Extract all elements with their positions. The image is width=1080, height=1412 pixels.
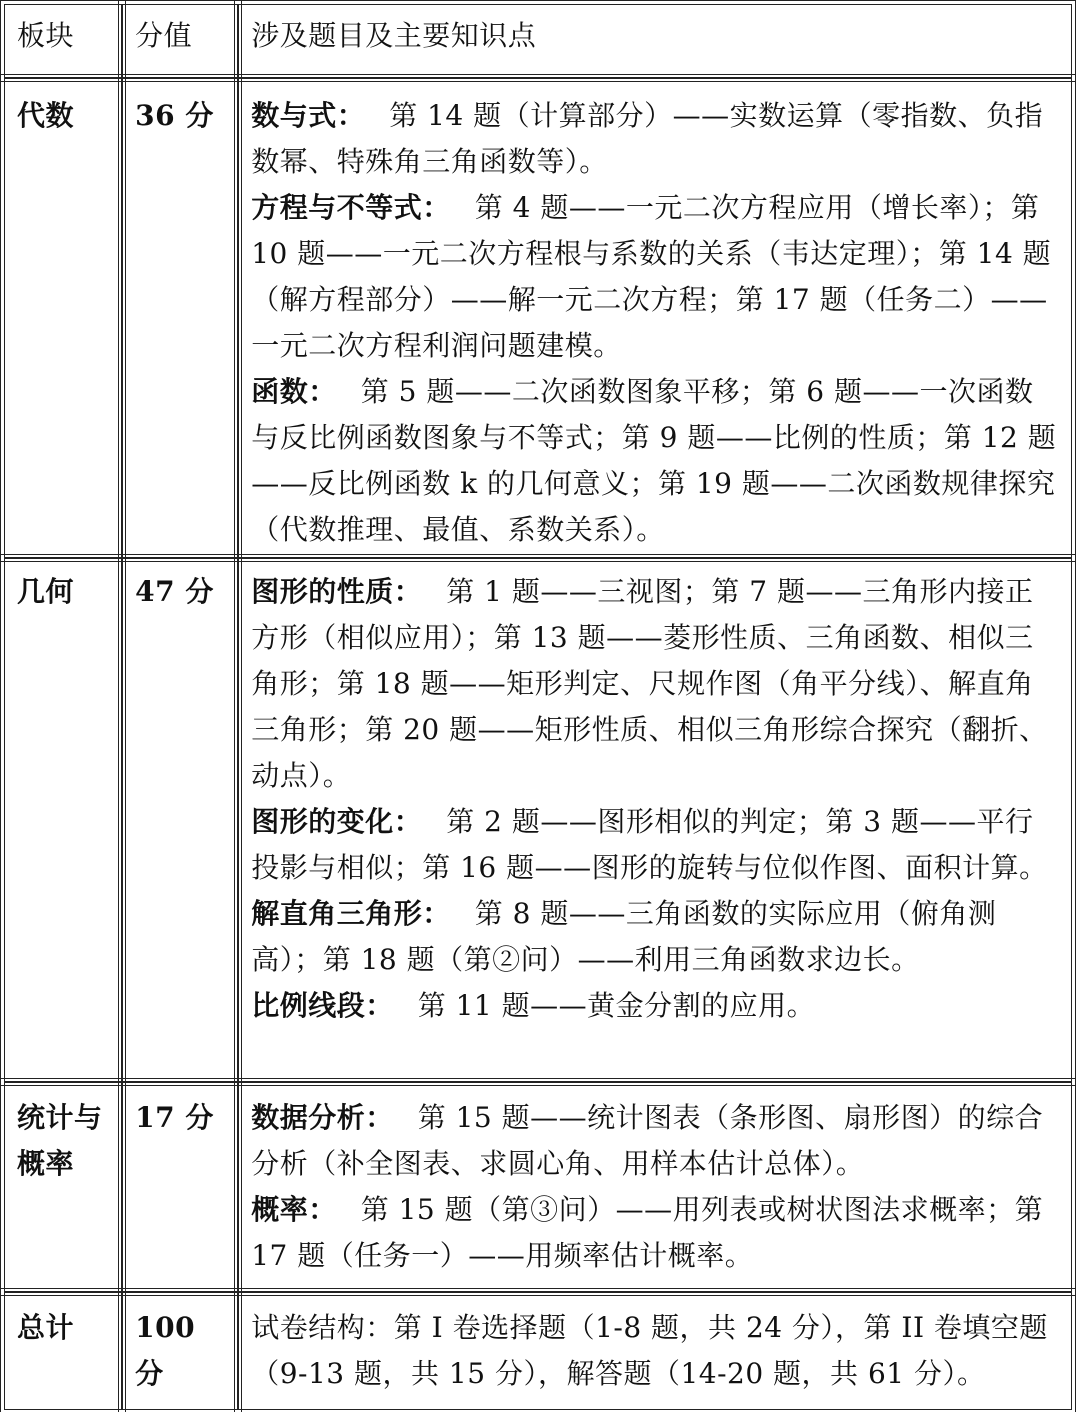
topic-head: 方程与不等式： xyxy=(251,191,451,224)
topic-text: 第 14 题（计算部分）——实数运算（零指数、负指数幂、特殊角三角函数等）。 xyxy=(251,99,1044,178)
topic-item xyxy=(251,1187,1059,1279)
topics-cell xyxy=(238,1292,1072,1410)
topic-item xyxy=(251,185,1059,369)
section-label: 几何 xyxy=(4,558,122,1082)
topic-text: 第 4 题——一元二次方程应用（增长率）；第 10 题——一元二次方程根与系数的关系（韦达定理）；第 14 题（解方程部分）——解一元二次方程；第 17 题（任务二）——一元二次方程利润问题建模。 xyxy=(251,191,1052,362)
topic-head: 数据分析： xyxy=(251,1101,394,1134)
topic-item xyxy=(251,1095,1059,1187)
topics-cell xyxy=(238,1082,1072,1292)
section-label: 代数 xyxy=(4,78,122,558)
topic-text: 第 11 题——黄金分割的应用。 xyxy=(417,989,816,1022)
topic-text: 第 1 题——三视图；第 7 题——三角形内接正方形（相似应用）；第 13 题——菱形性质、三角函数、相似三角形；第 18 题——矩形判定、尺规作图（角平分线）、解直角三角形；第 20 题——矩形性质、相似三角形综合探究（翻折、动点）。 xyxy=(251,575,1048,792)
topic-item xyxy=(251,369,1059,553)
table-row xyxy=(4,1082,1072,1292)
topic-item xyxy=(251,799,1059,891)
topic-item xyxy=(251,891,1059,983)
topic-item xyxy=(251,93,1059,185)
topic-text: 第 2 题——图形相似的判定；第 3 题——平行投影与相似；第 16 题——图形的旋转与位似作图、面积计算。 xyxy=(251,805,1048,884)
topic-head: 概率： xyxy=(251,1193,337,1226)
topic-text: 第 5 题——二次函数图象平移；第 6 题——一次函数与反比例函数图象与不等式；第 9 题——比例的性质；第 12 题——反比例函数 k 的几何意义；第 19 题——二次函数规律探究（代数推理、最值、系数关系）。 xyxy=(251,375,1057,546)
topic-item xyxy=(251,1305,1059,1397)
topic-text: 第 15 题（第③问）——用列表或树状图法求概率；第 17 题（任务一）——用频率估计概率。 xyxy=(251,1193,1044,1272)
score-value: 100 分 xyxy=(122,1292,238,1410)
topic-text: 第 15 题——统计图表（条形图、扇形图）的综合分析（补全图表、求圆心角、用样本估计总体）。 xyxy=(251,1101,1044,1180)
topic-head: 比例线段： xyxy=(251,989,394,1022)
topic-head: 数与式： xyxy=(251,99,366,132)
topic-text: 第 8 题——三角函数的实际应用（俯角测高）；第 18 题（第②问）——利用三角函数求边长。 xyxy=(251,897,997,976)
topic-head: 图形的变化： xyxy=(251,805,423,838)
section-label: 统计与概率 xyxy=(4,1082,122,1292)
table-row xyxy=(4,558,1072,1082)
score-value: 36 分 xyxy=(122,78,238,558)
score-value: 17 分 xyxy=(122,1082,238,1292)
score-value: 47 分 xyxy=(122,558,238,1082)
topics-cell xyxy=(238,78,1072,558)
table-row xyxy=(4,78,1072,558)
topic-item xyxy=(251,569,1059,799)
header-topics: 涉及题目及主要知识点 xyxy=(238,4,1072,78)
topic-item xyxy=(251,983,1059,1029)
topic-head: 图形的性质： xyxy=(251,575,423,608)
topic-text: 试卷结构：第 I 卷选择题（1-8 题，共 24 分），第 II 卷填空题（9-13 题，共 15 分），解答题（14-20 题，共 61 分）。 xyxy=(251,1311,1048,1390)
table-row xyxy=(4,1292,1072,1410)
knowledge-table xyxy=(4,4,1072,1410)
topic-head: 函数： xyxy=(251,375,337,408)
header-score: 分值 xyxy=(122,4,238,78)
topics-cell xyxy=(238,558,1072,1082)
section-label: 总计 xyxy=(4,1292,122,1410)
header-row xyxy=(4,4,1072,78)
topic-head: 解直角三角形： xyxy=(251,897,451,930)
header-section: 板块 xyxy=(4,4,122,78)
